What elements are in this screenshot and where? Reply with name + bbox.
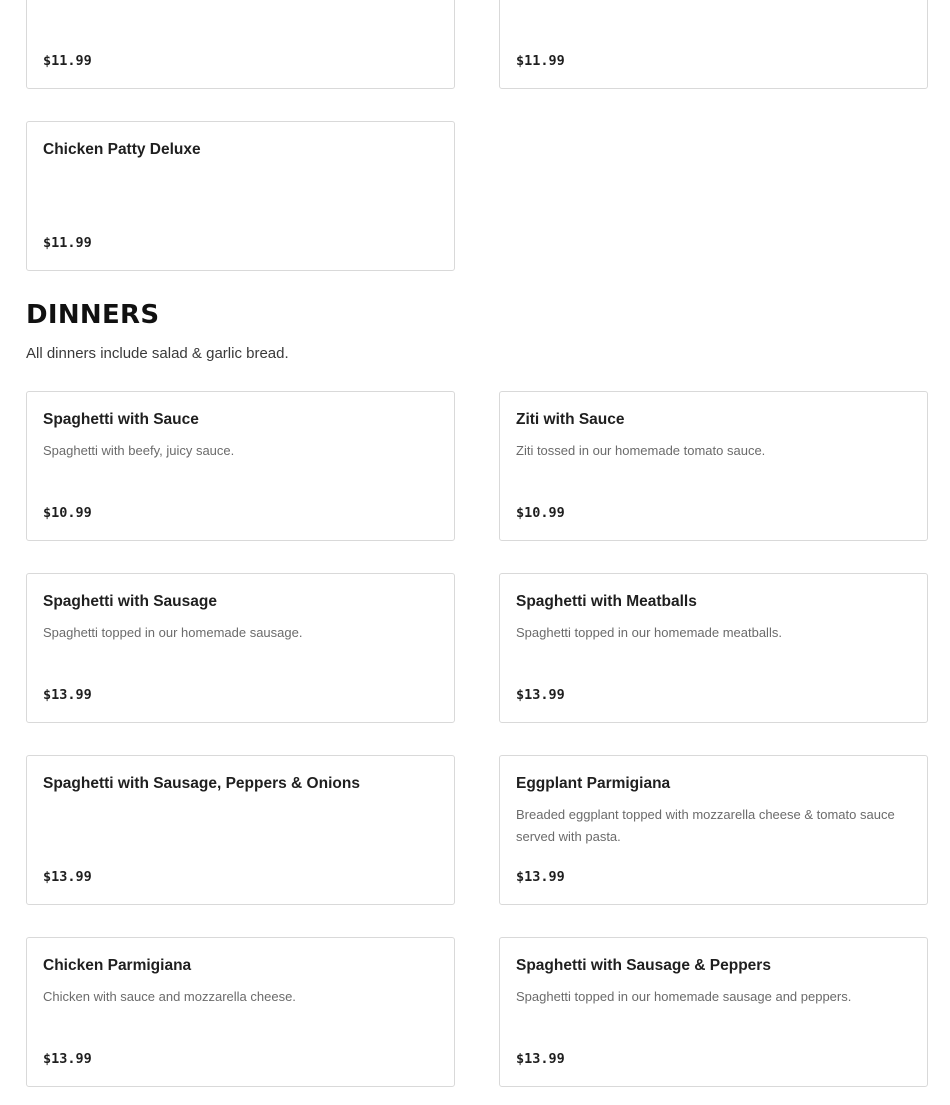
item-name: Ziti with Sauce: [516, 411, 625, 428]
menu-item-card[interactable]: [499, 573, 928, 723]
item-description: Spaghetti topped in our homemade sausage.: [43, 625, 303, 640]
item-name: Spaghetti with Sausage & Peppers: [516, 957, 771, 974]
menu-item-card[interactable]: [499, 0, 928, 89]
item-name: Eggplant Parmigiana: [516, 775, 671, 792]
item-name: Chicken Patty Deluxe: [43, 141, 201, 158]
menu-item-card[interactable]: [26, 573, 455, 723]
menu-item-card[interactable]: [499, 937, 928, 1087]
item-price: $11.99: [43, 53, 92, 69]
item-price: $11.99: [43, 235, 92, 251]
item-price: $13.99: [516, 1051, 565, 1067]
item-price: $11.99: [516, 53, 565, 69]
item-description: Spaghetti with beefy, juicy sauce.: [43, 443, 235, 458]
item-price: $13.99: [43, 687, 92, 703]
item-name: Spaghetti with Sausage, Peppers & Onions: [43, 775, 360, 792]
menu-item-card[interactable]: [26, 121, 455, 271]
item-price: $10.99: [43, 505, 92, 521]
item-description: Spaghetti topped in our homemade sausage and peppers.: [516, 989, 852, 1004]
item-price: $13.99: [43, 1051, 92, 1067]
item-price: $13.99: [516, 869, 565, 885]
menu-item-card[interactable]: [499, 391, 928, 541]
item-price: $13.99: [43, 869, 92, 885]
item-name: Spaghetti with Meatballs: [516, 593, 697, 610]
menu-item-card[interactable]: [26, 0, 455, 89]
menu-item-card[interactable]: [26, 391, 455, 541]
menu-item-card[interactable]: [26, 755, 455, 905]
item-price: $13.99: [516, 687, 565, 703]
section-subtitle: All dinners include salad & garlic bread.: [26, 345, 289, 362]
item-description: Breaded eggplant topped with mozzarella cheese & tomato sauce served with pasta.: [516, 807, 895, 844]
item-name: Chicken Parmigiana: [43, 957, 192, 974]
item-description: Spaghetti topped in our homemade meatballs.: [516, 625, 782, 640]
item-name: Spaghetti with Sauce: [43, 411, 199, 428]
item-price: $10.99: [516, 505, 565, 521]
item-name: Spaghetti with Sausage: [43, 593, 217, 610]
menu-item-card[interactable]: [499, 755, 928, 905]
section-title: DINNERS: [26, 300, 160, 330]
item-description: Chicken with sauce and mozzarella cheese.: [43, 989, 296, 1004]
item-description: Ziti tossed in our homemade tomato sauce.: [516, 443, 766, 458]
menu-item-card[interactable]: [26, 937, 455, 1087]
